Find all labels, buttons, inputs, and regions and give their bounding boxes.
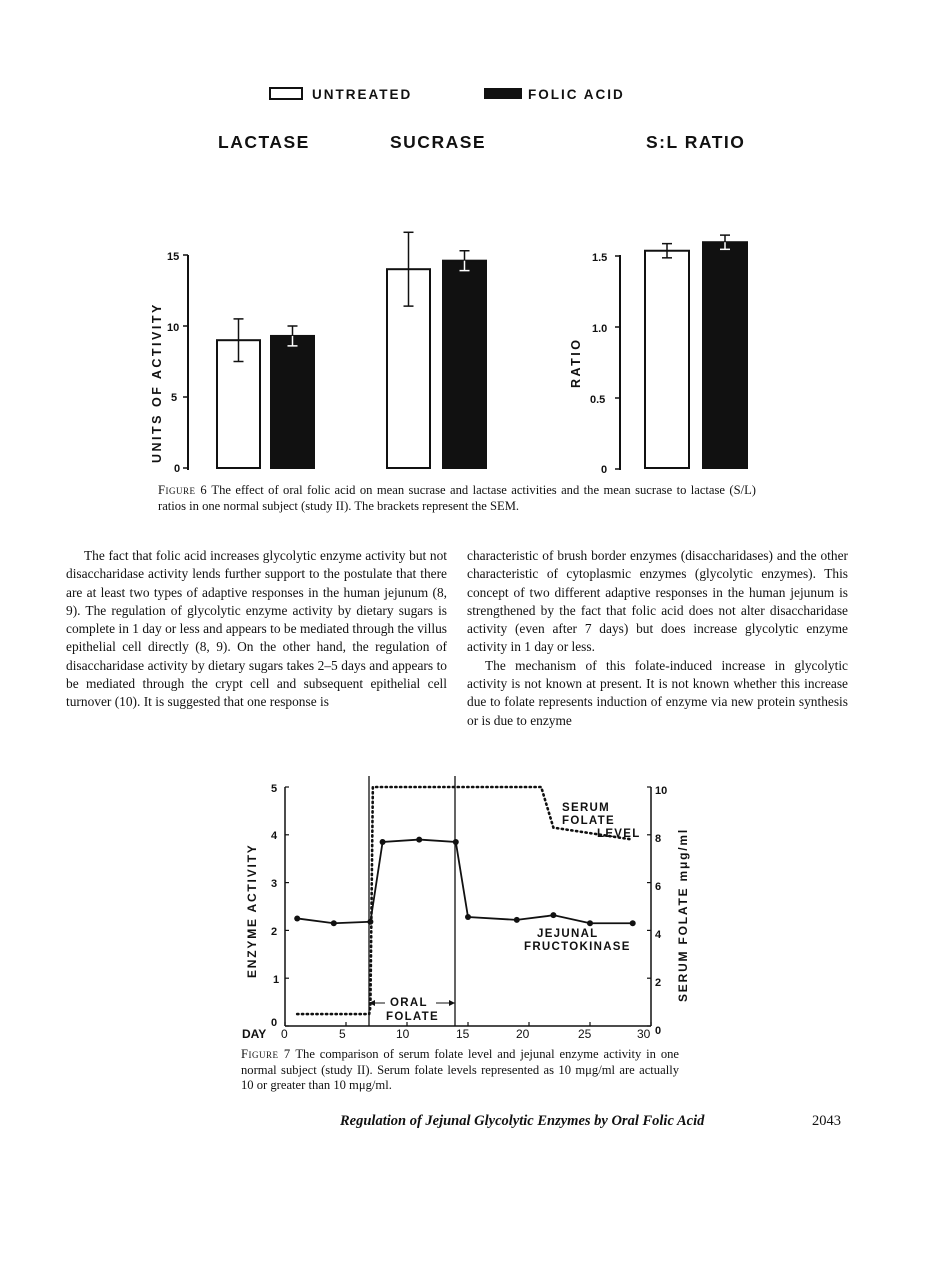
fig7-label-folate: FOLATE xyxy=(562,815,615,827)
fig7-right-tick-10: 10 xyxy=(655,785,668,797)
figure-7-caption-text: The comparison of serum folate level and jejunal enzyme activity in one normal subject (study II). Serum folate levels represented as 10 mμg/ml are actually 10 or greater than 10 mμg/ml. xyxy=(241,1047,679,1092)
fig6-right-axis-label: RATIO xyxy=(569,337,583,388)
fig7-point-jejunal-fructokinase xyxy=(587,920,593,926)
fig7-series xyxy=(294,787,636,1014)
fig7-right-tick-2: 2 xyxy=(655,977,662,989)
fig7-x-tick-30: 30 xyxy=(637,1027,651,1041)
fig7-point-jejunal-fructokinase xyxy=(380,839,386,845)
fig7-x-tick-25: 25 xyxy=(578,1027,592,1041)
fig7-point-jejunal-fructokinase xyxy=(367,919,373,925)
body-paragraph-left: The fact that folic acid increases glycolytic enzyme activity but not disaccharidase activity lends further support to the postulate that there are at least two types of adaptive responses in the human jejunum (8, 9). The regulation of glycolytic enzyme activity by dietary sugars is complete in 1 day or less and appears to be mediated through the villus epithelial cell directly (8, 9). On the other hand, the regulation of disaccharidase activity by dietary sugars takes 2–5 days and appears to be mediated through the crypt cell and subsequent epithelial cell turnover (10). It is suggested that one response is xyxy=(66,548,447,710)
fig6-left-axis-label: UNITS OF ACTIVITY xyxy=(150,302,164,463)
fig7-left-tick-3: 3 xyxy=(271,878,278,890)
fig7-oral-period-arrow xyxy=(369,1000,455,1006)
fig7-point-jejunal-fructokinase xyxy=(630,920,636,926)
panel-title-ratio: S:L RATIO xyxy=(646,132,746,152)
fig6-left-tick-15: 15 xyxy=(167,251,180,263)
fig7-left-tick-1: 1 xyxy=(273,974,280,986)
fig7-left-tick-2: 2 xyxy=(271,926,278,938)
fig7-x-tick-10: 10 xyxy=(396,1027,410,1041)
panel-title-lactase: LACTASE xyxy=(218,132,310,152)
fig6-right-tick-10: 1.0 xyxy=(592,323,608,335)
fig6-left-tick-5: 5 xyxy=(171,392,178,404)
body-paragraph-right-1: characteristic of brush border enzymes (disaccharidases) and the other characteristic of cytoplasmic enzymes (glycolytic enzymes). This concept of two different adaptive responses in the human jejunum is strengthened by the fact that folic acid does not alter disaccharidase activity (even after 7 days) but does increase glycolytic enzyme activity in 1 day or less. xyxy=(467,548,848,655)
fig7-point-jejunal-fructokinase xyxy=(416,837,422,843)
fig7-x-tick-5: 5 xyxy=(339,1027,346,1041)
fig7-point-jejunal-fructokinase xyxy=(550,912,556,918)
fig6-left-tick-10: 10 xyxy=(167,322,180,334)
fig7-left-tick-5: 5 xyxy=(271,783,278,795)
bar-lactase-folic xyxy=(271,336,314,468)
fig7-label-fructokinase: FRUCTOKINASE xyxy=(524,941,631,953)
fig6-right-tick-15: 1.5 xyxy=(592,252,608,264)
fig6-right-tick-0: 0 xyxy=(601,464,608,476)
fig7-label-oral-folate: FOLATE xyxy=(386,1011,439,1023)
fig7-right-tick-0: 0 xyxy=(655,1025,662,1037)
fig7-x-tick-20: 20 xyxy=(516,1027,530,1041)
figure-6-caption-label: Figure 6 xyxy=(158,483,208,497)
fig7-xlabel: DAY xyxy=(242,1027,267,1041)
legend-untreated-label: UNTREATED xyxy=(312,87,413,102)
fig7-x-tick-15: 15 xyxy=(456,1027,470,1041)
figure-7-caption-label: Figure 7 xyxy=(241,1047,291,1061)
fig7-point-jejunal-fructokinase xyxy=(331,920,337,926)
fig7-right-tick-4: 4 xyxy=(655,929,662,941)
fig7-point-jejunal-fructokinase xyxy=(514,917,520,923)
fig7-right-axis-label: SERUM FOLATE mμg/ml xyxy=(676,828,690,1002)
bar-sucrase-folic xyxy=(443,261,486,468)
panel-title-sucrase: SUCRASE xyxy=(390,132,487,152)
bar-s-l-ratio-folic xyxy=(703,242,747,468)
fig7-left-axis-label: ENZYME ACTIVITY xyxy=(245,843,259,978)
legend-folic-swatch xyxy=(484,88,522,99)
body-column-right xyxy=(467,547,848,730)
figure-6-caption xyxy=(158,483,756,514)
fig7-line-serum-folate-level xyxy=(297,787,633,1014)
fig7-right-tick-8: 8 xyxy=(655,833,662,845)
running-footer-title: Regulation of Jejunal Glycolytic Enzymes by Oral Folic Acid xyxy=(340,1113,705,1129)
legend-untreated-swatch xyxy=(270,88,302,99)
figure-6-chart xyxy=(0,0,936,480)
fig7-left-tick-0: 0 xyxy=(271,1017,278,1029)
bar-s-l-ratio-untreated xyxy=(645,251,689,468)
fig7-x-tick-0: 0 xyxy=(281,1027,288,1041)
fig7-ticks xyxy=(285,787,651,1026)
figure-6-caption-text: The effect of oral folic acid on mean sucrase and lactase activities and the mean sucrase to lactase (S/L) ratios in one normal subject (study II). The brackets represent the SEM. xyxy=(158,483,756,513)
fig7-line-jejunal-fructokinase xyxy=(297,840,633,924)
fig7-point-jejunal-fructokinase xyxy=(465,914,471,920)
fig6-right-tick-05: 0.5 xyxy=(590,394,606,406)
fig7-point-jejunal-fructokinase xyxy=(453,839,459,845)
fig7-label-oral: ORAL xyxy=(390,997,428,1009)
page-number: 2043 xyxy=(812,1113,841,1129)
fig7-label-serum: SERUM xyxy=(562,802,611,814)
fig6-bars xyxy=(217,232,747,468)
fig7-point-jejunal-fructokinase xyxy=(294,915,300,921)
legend-folic-label: FOLIC ACID xyxy=(528,87,625,102)
figure-7-caption xyxy=(241,1047,679,1094)
body-paragraph-right-2: The mechanism of this folate-induced increase in glycolytic activity is not known at present. It is not known whether this increase due to folate represents induction of enzyme via new protein synthesis or is due to enzyme xyxy=(467,657,848,728)
fig7-left-tick-4: 4 xyxy=(271,830,278,842)
fig7-label-level: LEVEL xyxy=(597,828,641,840)
body-column-left xyxy=(66,547,447,712)
fig7-label-jejunal: JEJUNAL xyxy=(537,928,599,940)
fig6-left-tick-0: 0 xyxy=(174,463,181,475)
fig7-right-tick-6: 6 xyxy=(655,881,662,893)
